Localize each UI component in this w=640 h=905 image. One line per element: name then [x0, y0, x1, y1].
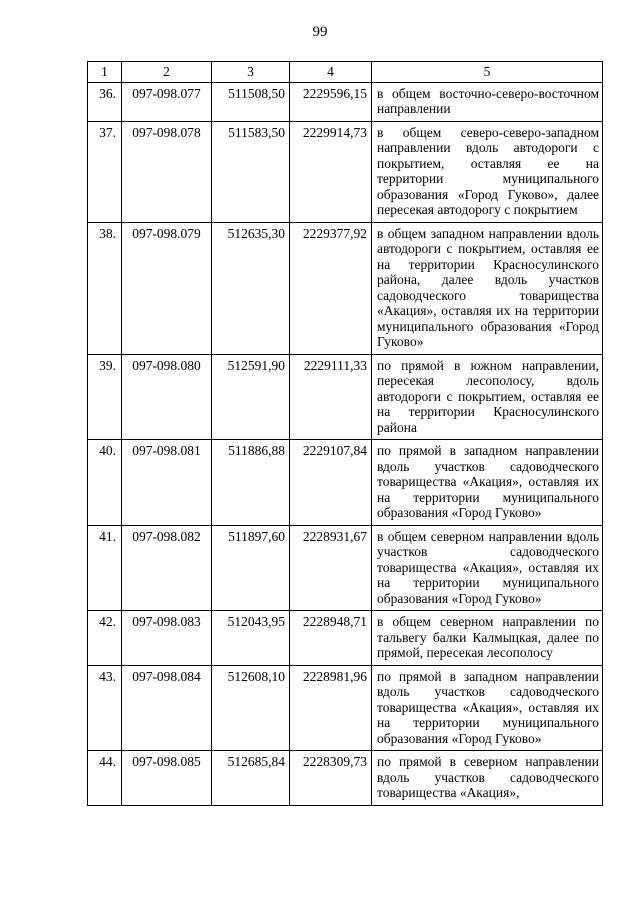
point-code: 097-098.082: [122, 525, 212, 611]
table-row: [88, 440, 603, 526]
row-number: 43.: [88, 665, 122, 751]
coordinate-y: 2228981,96: [290, 665, 372, 751]
boundary-description: в общем северо-северо-западном направлении вдоль автодороги с покрытием, оставляя ее на территории муниципального образования «Город Гуково», далее пересекая автодорогу с покрытием: [372, 121, 603, 222]
point-code: 097-098.079: [122, 222, 212, 354]
point-code: 097-098.083: [122, 611, 212, 666]
point-code: 097-098.078: [122, 121, 212, 222]
column-header: 4: [290, 62, 372, 83]
coordinate-y: 2229377,92: [290, 222, 372, 354]
coordinate-x: 511508,50: [212, 82, 290, 121]
row-number: 40.: [88, 440, 122, 526]
table-row: [88, 665, 603, 751]
table-row: [88, 611, 603, 666]
boundary-description: по прямой в южном направлении, пересекая лесополосу, вдоль автодороги с покрытием, оставляя ее на территории Красносулинского района: [372, 354, 603, 440]
boundary-description: по прямой в западном направлении вдоль участков садоводческого товарищества «Акация», оставляя их на территории муниципального образования «Город Гуково»: [372, 665, 603, 751]
table-row: [88, 354, 603, 440]
row-number: 37.: [88, 121, 122, 222]
point-code: 097-098.085: [122, 751, 212, 806]
coordinate-x: 511886,88: [212, 440, 290, 526]
row-number: 39.: [88, 354, 122, 440]
table-row: [88, 222, 603, 354]
coordinate-x: 512635,30: [212, 222, 290, 354]
row-number: 41.: [88, 525, 122, 611]
coordinate-x: 511897,60: [212, 525, 290, 611]
coordinate-y: 2228931,67: [290, 525, 372, 611]
page-number: 99: [312, 24, 328, 40]
table-row: [88, 751, 603, 806]
coordinate-y: 2228948,71: [290, 611, 372, 666]
row-number: 36.: [88, 82, 122, 121]
coordinate-x: 512043,95: [212, 611, 290, 666]
point-code: 097-098.084: [122, 665, 212, 751]
point-code: 097-098.077: [122, 82, 212, 121]
boundary-table: [87, 61, 603, 806]
table-row: [88, 525, 603, 611]
boundary-description: в общем восточно-северо-восточном направлении: [372, 82, 603, 121]
coordinate-y: 2229107,84: [290, 440, 372, 526]
boundary-description: в общем северном направлении вдоль участков садоводческого товарищества «Акация», оставляя их на территории муниципального образования «Город Гуково»: [372, 525, 603, 611]
boundary-description: по прямой в западном направлении вдоль участков садоводческого товарищества «Акация», оставляя их на территории муниципального образования «Город Гуково»: [372, 440, 603, 526]
column-header: 1: [88, 62, 122, 83]
boundary-description: в общем западном направлении вдоль автодороги с покрытием, оставляя ее на территории Красносулинского района, далее вдоль участков садоводческого товарищества «Акация», оставляя их на территории муниципального образования «Город Гуково»: [372, 222, 603, 354]
coordinate-y: 2229111,33: [290, 354, 372, 440]
row-number: 44.: [88, 751, 122, 806]
point-code: 097-098.080: [122, 354, 212, 440]
table-row: [88, 82, 603, 121]
coordinate-x: 512608,10: [212, 665, 290, 751]
row-number: 38.: [88, 222, 122, 354]
coordinate-y: 2229914,73: [290, 121, 372, 222]
coordinate-x: 511583,50: [212, 121, 290, 222]
boundary-description: в общем северном направлении по тальвегу балки Калмыцкая, далее по прямой, пересекая лесополосу: [372, 611, 603, 666]
column-header: 3: [212, 62, 290, 83]
column-header: 2: [122, 62, 212, 83]
point-code: 097-098.081: [122, 440, 212, 526]
coordinate-y: 2229596,15: [290, 82, 372, 121]
coordinate-y: 2228309,73: [290, 751, 372, 806]
coordinate-x: 512591,90: [212, 354, 290, 440]
table-row: [88, 121, 603, 222]
column-header: 5: [372, 62, 603, 83]
coordinate-x: 512685,84: [212, 751, 290, 806]
table-header-row: [88, 62, 603, 83]
boundary-description: по прямой в северном направлении вдоль участков садоводческого товарищества «Акация»,: [372, 751, 603, 806]
row-number: 42.: [88, 611, 122, 666]
